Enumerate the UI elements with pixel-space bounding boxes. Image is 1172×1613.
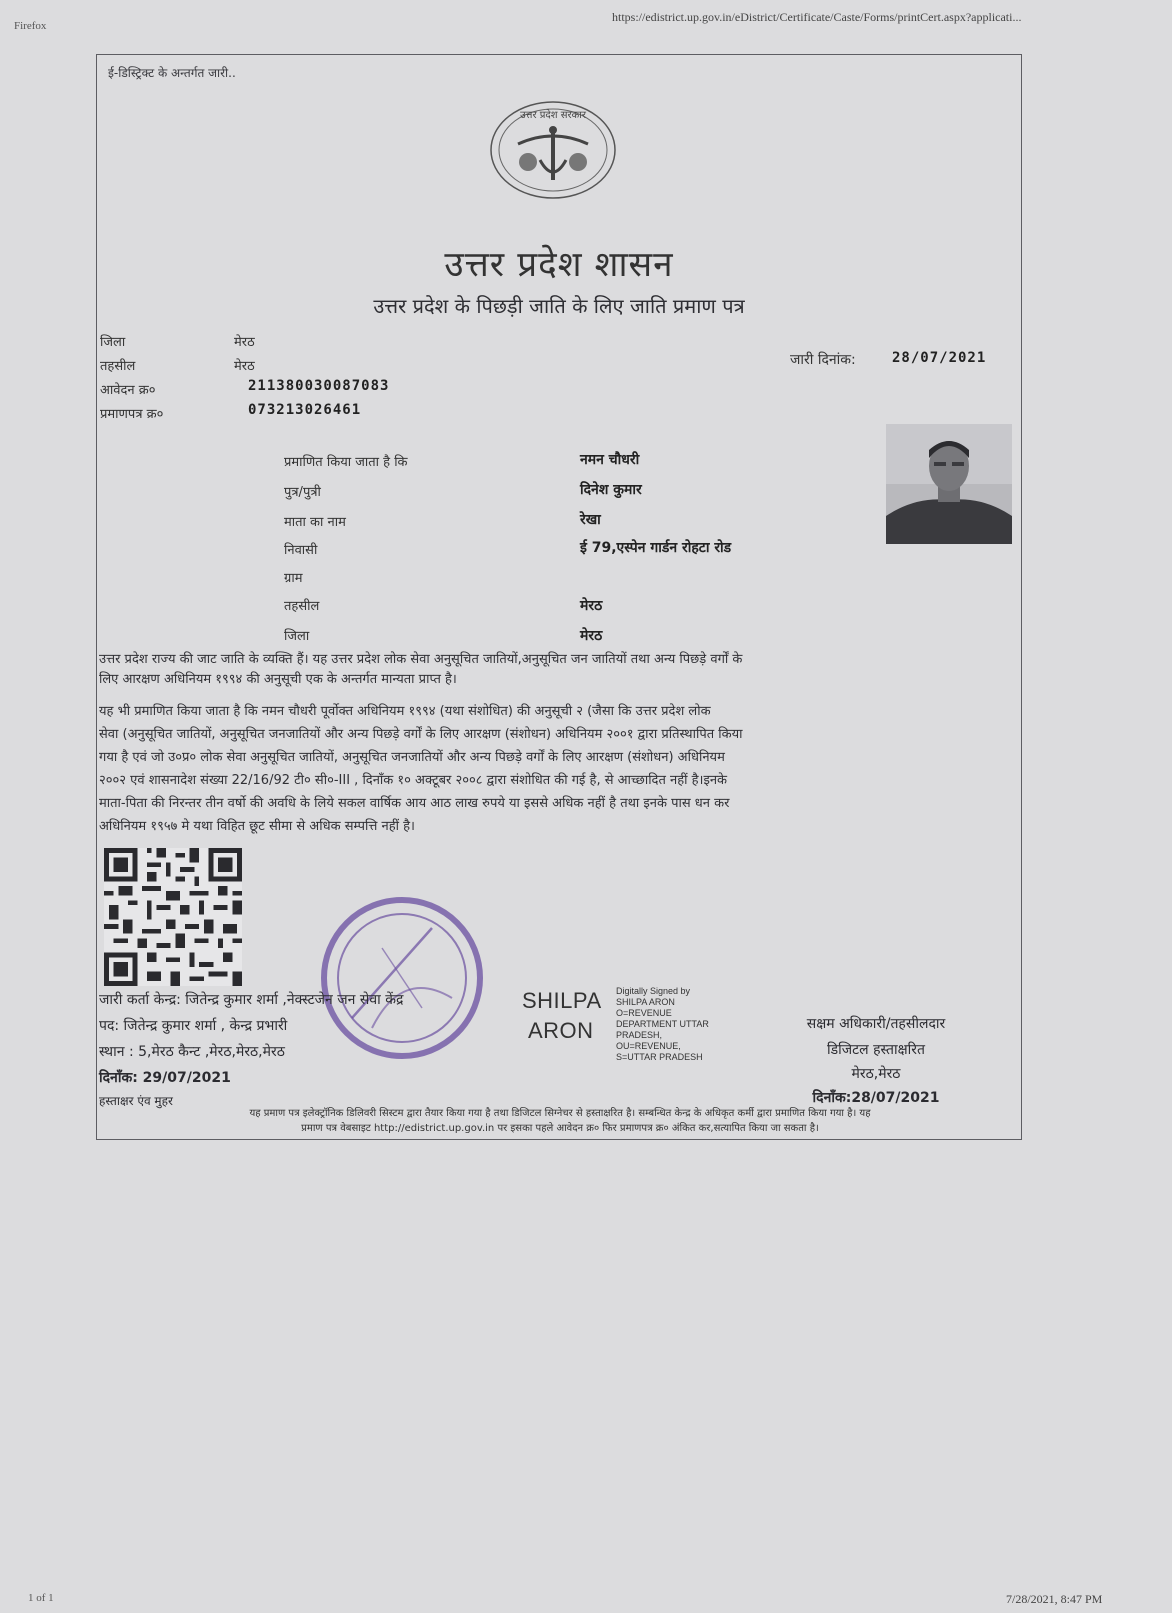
field-label-village: ग्राम [284, 571, 303, 586]
field-value-address: ई 79,एस्पेन गार्डन रोहटा रोड [580, 540, 732, 556]
authority-signed: डिजिटल हस्ताक्षरित [827, 1042, 925, 1058]
para2-line-1: यह भी प्रमाणित किया जाता है कि नमन चौधरी पूर्वोक्त अधिनियम १९९४ (यथा संशोधित) की अनुसूची २ (जैसा कि उत्तर प्रदेश लोक [99, 704, 711, 719]
para1-line-2: लिए आरक्षण अधिनियम १९९४ की अनुसूची एक के अन्तर्गत मान्यता प्राप्त है। [99, 672, 457, 687]
office-seal-stamp [312, 888, 492, 1068]
field-value-father: दिनेश कुमार [580, 482, 642, 498]
issued-under-note: ई-डिस्ट्रिक्ट के अन्तर्गत जारी.. [108, 66, 236, 80]
meta-label-district: जिला [100, 335, 126, 350]
meta-label-tehsil: तहसील [100, 359, 136, 374]
authority-place: मेरठ,मेरठ [851, 1066, 901, 1082]
certificate-subtitle: उत्तर प्रदेश के पिछड़ी जाति के लिए जाति प्रमाण पत्र [373, 294, 745, 318]
para2-line-2: सेवा (अनुसूचित जातियों, अनुसूचित जनजातियों और अन्य पिछड़े वर्गों के लिए आरक्षण (संशोधन) अधिनियम २००१ द्वारा प्रतिस्थापित किया [99, 727, 743, 742]
page-url: https://edistrict.up.gov.in/eDistrict/Certificate/Caste/Forms/printCert.aspx?applicati... [612, 10, 1022, 24]
issuer-place: स्थान : 5,मेरठ कैन्ट ,मेरठ,मेरठ,मेरठ [99, 1044, 285, 1060]
browser-name: Firefox [14, 20, 47, 32]
issuer-designation: पद: जितेन्द्र कुमार शर्मा , केन्द्र प्रभारी [99, 1018, 288, 1034]
issue-date-value: 28/07/2021 [892, 350, 987, 366]
field-label-tehsil: तहसील [284, 599, 320, 614]
issuer-date: दिनाँक: 29/07/2021 [99, 1070, 231, 1086]
field-value-mother: रेखा [580, 512, 601, 528]
field-value-name: नमन चौधरी [580, 452, 640, 468]
field-value-tehsil: मेरठ [580, 598, 603, 614]
para2-line-4: २००२ एवं शासनादेश संख्या 22/16/92 टी० सी०-III , दिनाँक १० अक्टूबर २००८ द्वारा संशोधित की गई है, से आच्छादित नहीं है।इनके [99, 773, 728, 788]
issuer-seal-line: हस्ताक्षर एंव मुहर [99, 1094, 173, 1108]
meta-label-certificate-no: प्रमाणपत्र क्र० [100, 407, 164, 422]
qr-code-icon [103, 848, 243, 986]
meta-value-district: मेरठ [234, 335, 255, 350]
para2-line-6: अधिनियम १९५७ मे यथा विहित छूट सीमा से अधिक सम्पत्ति नहीं है। [99, 819, 415, 834]
authority-date: दिनाँक:28/07/2021 [812, 1090, 940, 1106]
signer-name-line2: ARON [528, 1018, 594, 1043]
page-count: 1 of 1 [28, 1592, 54, 1604]
print-timestamp: 7/28/2021, 8:47 PM [1006, 1592, 1103, 1606]
signer-name-line1: SHILPA [522, 988, 602, 1013]
authority-designation: सक्षम अधिकारी/तहसीलदार [806, 1016, 946, 1032]
para2-line-3: गया है एवं जो उ०प्र० लोक सेवा अनुसूचित जातियों, अनुसूचित जनजातियों और अन्य पिछड़े वर्गों के लिए आरक्षण (संशोधन) अधिनियम [99, 750, 725, 765]
emblem-caption: उत्तर प्रदेश सरकार [520, 110, 586, 121]
meta-value-application-no: 211380030087083 [248, 378, 390, 394]
field-value-district: मेरठ [580, 628, 603, 644]
field-label-district: जिला [284, 629, 310, 644]
field-label-certified: प्रमाणित किया जाता है कि [284, 455, 408, 470]
meta-value-certificate-no: 073213026461 [248, 402, 362, 418]
field-label-resident: निवासी [284, 543, 318, 558]
issuer-center: जारी कर्ता केन्द्र: जितेन्द्र कुमार शर्मा ,नेक्स्टजेन जन सेवा केंद्र [99, 992, 404, 1008]
field-label-mother: माता का नाम [284, 515, 346, 530]
meta-value-tehsil: मेरठ [234, 359, 255, 374]
para2-line-5: माता-पिता की निरन्तर तीन वर्षो की अवधि के लिये सकल वार्षिक आय आठ लाख रुपये या इससे अधिक नहीं है तथा इनके पास धन कर [99, 796, 730, 811]
signature-details: Digitally Signed by SHILPA ARON O=REVENUE DEPARTMENT UTTAR PRADESH, OU=REVENUE, S=UTTAR PRADESH [616, 986, 709, 1062]
issue-date-label: जारी दिनांक: [790, 352, 856, 368]
certificate-title: उत्तर प्रदेश शासन [444, 245, 674, 285]
para1-line-1: उत्तर प्रदेश राज्य की जाट जाति के व्यक्ति हैं। यह उत्तर प्रदेश लोक सेवा अनुसूचित जातियों,अनुसूचित जन जातियों तथा अन्य पिछड़े वर्गों के [99, 652, 743, 667]
applicant-photo [886, 424, 1012, 544]
field-label-son-of: पुत्र/पुत्री [284, 485, 321, 500]
meta-label-application-no: आवेदन क्र० [100, 383, 156, 398]
verification-note: यह प्रमाण पत्र इलेक्ट्रॉनिक डिलिवरी सिस्टम द्वारा तैयार किया गया है तथा डिजिटल सिग्नेचर से हस्ताक्षरित है। सम्बन्धित केन्द्र के अधिकृत कर्मी द्वारा प्रमाणित किया गया है। यह प्रमाण पत्र वेबसाइट http://edistrict.up.gov.in पर इसका पहले आवेदन क्र० फिर प्रमाणपत्र क्र० अंकित कर,सत्यापित किया जा सकता है। [249, 1108, 871, 1134]
